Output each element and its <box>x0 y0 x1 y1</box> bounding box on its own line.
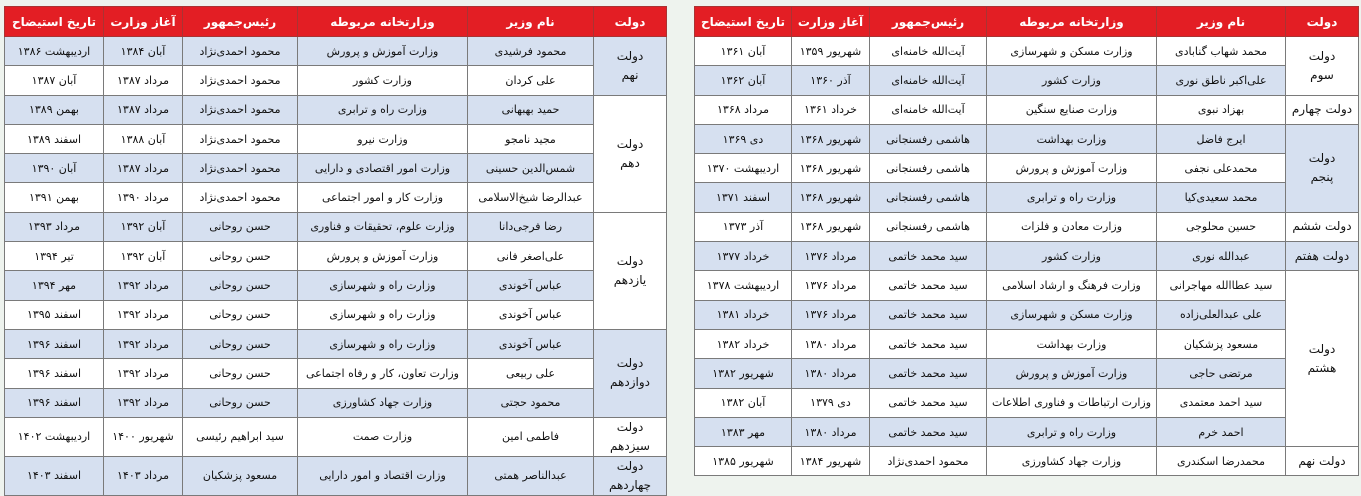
minister-name-cell: حسین محلوجی <box>1157 212 1286 241</box>
president-cell: هاشمی رفسنجانی <box>870 124 987 153</box>
ministry-cell: وزارت آموزش و پرورش <box>987 154 1157 183</box>
impeachment-date-cell: اسفند ۱۴۰۳ <box>5 456 104 495</box>
minister-name-cell: رضا فرجی‌دانا <box>468 212 594 241</box>
minister-name-cell: علی‌اکبر ناطق نوری <box>1157 66 1286 95</box>
start-date-cell: مرداد ۱۳۸۷ <box>104 95 183 124</box>
impeachment-date-cell: تیر ۱۳۹۴ <box>5 242 104 271</box>
minister-name-cell: ایرج فاضل <box>1157 124 1286 153</box>
impeachment-table-left <box>4 6 666 496</box>
impeachment-date-cell: آبان ۱۳۶۱ <box>695 37 792 66</box>
president-cell: محمود احمدی‌نژاد <box>183 95 298 124</box>
president-cell: حسن روحانی <box>183 300 298 329</box>
president-cell: سید محمد خاتمی <box>870 242 987 271</box>
minister-name-cell: عباس آخوندی <box>468 271 594 300</box>
ministry-cell: وزارت راه و ترابری <box>987 183 1157 212</box>
start-date-cell: مرداد ۱۳۹۲ <box>104 359 183 388</box>
president-cell: آیت‌الله خامنه‌ای <box>870 95 987 124</box>
impeachment-date-cell: مرداد ۱۳۹۳ <box>5 212 104 241</box>
ministry-cell: وزارت کشور <box>298 66 468 95</box>
president-cell: سید محمد خاتمی <box>870 271 987 300</box>
ministry-cell: وزارت تعاون، کار و رفاه اجتماعی <box>298 359 468 388</box>
table-row <box>5 300 667 329</box>
impeachment-date-cell: مهر ۱۳۸۳ <box>695 417 792 446</box>
start-date-cell: دی ۱۳۷۹ <box>792 388 870 417</box>
column-header: آغاز وزارت <box>104 7 183 37</box>
impeachment-table-right <box>694 6 1358 476</box>
president-cell: هاشمی رفسنجانی <box>870 183 987 212</box>
ministry-cell: وزارت فرهنگ و ارشاد اسلامی <box>987 271 1157 300</box>
table-row <box>695 447 1359 476</box>
column-header: آغاز وزارت <box>792 7 870 37</box>
president-cell: محمود احمدی‌نژاد <box>183 66 298 95</box>
impeachment-date-cell: بهمن ۱۳۹۱ <box>5 183 104 212</box>
minister-name-cell: محمد سعیدی‌کیا <box>1157 183 1286 212</box>
minister-name-cell: فاطمی امین <box>468 417 594 456</box>
table-row <box>695 124 1359 153</box>
president-cell: سید محمد خاتمی <box>870 417 987 446</box>
table-row <box>5 95 667 124</box>
impeachment-date-cell: اردیبهشت ۱۳۷۰ <box>695 154 792 183</box>
impeachment-date-cell: خرداد ۱۳۸۱ <box>695 300 792 329</box>
table-row <box>5 124 667 153</box>
minister-name-cell: علی‌اصغر فانی <box>468 242 594 271</box>
impeachment-date-cell: اردیبهشت ۱۳۸۶ <box>5 37 104 66</box>
minister-name-cell: سید احمد معتمدی <box>1157 388 1286 417</box>
minister-name-cell: شمس‌الدین حسینی <box>468 154 594 183</box>
government-cell <box>594 95 667 212</box>
impeachment-date-cell: خرداد ۱۳۷۷ <box>695 242 792 271</box>
president-cell: سید محمد خاتمی <box>870 359 987 388</box>
president-cell: حسن روحانی <box>183 329 298 358</box>
table-row <box>5 212 667 241</box>
government-cell <box>594 37 667 96</box>
president-cell: سید ابراهیم رئیسی <box>183 417 298 456</box>
start-date-cell: مرداد ۱۳۹۲ <box>104 388 183 417</box>
government-cell <box>1286 95 1359 124</box>
president-cell: مسعود پزشکیان <box>183 456 298 495</box>
impeachment-date-cell: اسفند ۱۳۹۶ <box>5 388 104 417</box>
minister-name-cell: عبدالله نوری <box>1157 242 1286 271</box>
impeachment-date-cell: مهر ۱۳۹۴ <box>5 271 104 300</box>
impeachment-date-cell: آذر ۱۳۷۳ <box>695 212 792 241</box>
table-row <box>695 300 1359 329</box>
start-date-cell: مرداد ۱۳۹۲ <box>104 300 183 329</box>
president-cell: محمود احمدی‌نژاد <box>870 447 987 476</box>
header-row <box>695 7 1359 37</box>
start-date-cell: مرداد ۱۳۹۲ <box>104 271 183 300</box>
impeachment-date-cell: مرداد ۱۳۶۸ <box>695 95 792 124</box>
government-cell <box>1286 212 1359 241</box>
minister-name-cell: بهزاد نبوی <box>1157 95 1286 124</box>
table-row <box>5 359 667 388</box>
government-label: دولت سیزدهم <box>610 419 650 453</box>
start-date-cell: آبان ۱۳۸۸ <box>104 124 183 153</box>
minister-name-cell: محمدعلی نجفی <box>1157 154 1286 183</box>
president-cell: آیت‌الله خامنه‌ای <box>870 66 987 95</box>
table-row <box>695 417 1359 446</box>
minister-name-cell: علی عبدالعلی‌زاده <box>1157 300 1286 329</box>
table-row <box>5 242 667 271</box>
minister-name-cell: حمید بهبهانی <box>468 95 594 124</box>
table-row <box>5 37 667 66</box>
column-header: تاریخ استیضاح <box>695 7 792 37</box>
government-cell <box>594 212 667 329</box>
government-cell <box>1286 447 1359 476</box>
start-date-cell: شهریور ۱۳۶۸ <box>792 183 870 212</box>
ministry-cell: وزارت راه و ترابری <box>987 417 1157 446</box>
start-date-cell: آبان ۱۳۹۲ <box>104 212 183 241</box>
start-date-cell: شهریور ۱۴۰۰ <box>104 417 183 456</box>
government-cell <box>1286 271 1359 447</box>
ministry-cell: وزارت اقتصاد و امور دارایی <box>298 456 468 495</box>
ministry-cell: وزارت علوم، تحقیقات و فناوری <box>298 212 468 241</box>
minister-name-cell: عباس آخوندی <box>468 300 594 329</box>
impeachment-date-cell: اسفند ۱۳۹۶ <box>5 359 104 388</box>
government-label: دولت دوازدهم <box>610 356 650 390</box>
ministry-cell: وزارت صمت <box>298 417 468 456</box>
ministry-cell: وزارت بهداشت <box>987 329 1157 358</box>
ministry-cell: وزارت کار و امور اجتماعی <box>298 183 468 212</box>
minister-name-cell: محمد شهاب گنابادی <box>1157 37 1286 66</box>
government-cell <box>594 329 667 417</box>
start-date-cell: آبان ۱۳۹۲ <box>104 242 183 271</box>
impeachment-date-cell: اردیبهشت ۱۳۷۸ <box>695 271 792 300</box>
start-date-cell: مرداد ۱۳۷۶ <box>792 300 870 329</box>
ministry-cell: وزارت نیرو <box>298 124 468 153</box>
ministers-table <box>4 6 667 496</box>
start-date-cell: مرداد ۱۳۹۰ <box>104 183 183 212</box>
table-row <box>5 417 667 456</box>
start-date-cell: مرداد ۱۳۸۰ <box>792 359 870 388</box>
column-header: دولت <box>594 7 667 37</box>
ministry-cell: وزارت آموزش و پرورش <box>987 359 1157 388</box>
table-row <box>695 329 1359 358</box>
ministry-cell: وزارت کشور <box>987 242 1157 271</box>
president-cell: هاشمی رفسنجانی <box>870 154 987 183</box>
table-row <box>695 271 1359 300</box>
impeachment-date-cell: آبان ۱۳۹۰ <box>5 154 104 183</box>
president-cell: حسن روحانی <box>183 359 298 388</box>
column-header: وزارتخانه مربوطه <box>987 7 1157 37</box>
column-header: رئیس‌جمهور <box>870 7 987 37</box>
table-row <box>5 388 667 417</box>
ministry-cell: وزارت امور اقتصادی و دارایی <box>298 154 468 183</box>
president-cell: سید محمد خاتمی <box>870 329 987 358</box>
column-header: تاریخ استیضاح <box>5 7 104 37</box>
president-cell: حسن روحانی <box>183 212 298 241</box>
start-date-cell: مرداد ۱۳۸۷ <box>104 154 183 183</box>
ministry-cell: وزارت مسکن و شهرسازی <box>987 37 1157 66</box>
impeachment-date-cell: شهریور ۱۳۸۵ <box>695 447 792 476</box>
impeachment-date-cell: خرداد ۱۳۸۲ <box>695 329 792 358</box>
column-header: وزارتخانه مربوطه <box>298 7 468 37</box>
ministry-cell: وزارت راه و ترابری <box>298 95 468 124</box>
table-row <box>695 183 1359 212</box>
start-date-cell: مرداد ۱۳۷۶ <box>792 271 870 300</box>
government-label: دولت چهاردهم <box>608 458 652 492</box>
government-label: دولت پنجم <box>1308 151 1336 185</box>
column-header: نام وزیر <box>468 7 594 37</box>
minister-name-cell: عبدالرضا شیخ‌الاسلامی <box>468 183 594 212</box>
minister-name-cell: مجید نامجو <box>468 124 594 153</box>
column-header: دولت <box>1286 7 1359 37</box>
minister-name-cell: محمود فرشیدی <box>468 37 594 66</box>
column-header: نام وزیر <box>1157 7 1286 37</box>
start-date-cell: شهریور ۱۳۶۸ <box>792 124 870 153</box>
president-cell: محمود احمدی‌نژاد <box>183 183 298 212</box>
ministry-cell: وزارت کشور <box>987 66 1157 95</box>
minister-name-cell: محمدرضا اسکندری <box>1157 447 1286 476</box>
government-cell <box>1286 37 1359 96</box>
table-row <box>5 271 667 300</box>
minister-name-cell: احمد خرم <box>1157 417 1286 446</box>
ministry-cell: وزارت جهاد کشاورزی <box>987 447 1157 476</box>
table-row <box>5 456 667 495</box>
government-label: دولت یازدهم <box>613 253 647 287</box>
table-row <box>5 66 667 95</box>
start-date-cell: شهریور ۱۳۸۴ <box>792 447 870 476</box>
government-label: دولت ششم <box>1292 219 1352 234</box>
government-label: دولت هشتم <box>1307 341 1337 375</box>
minister-name-cell: محمود حجتی <box>468 388 594 417</box>
start-date-cell: شهریور ۱۳۶۸ <box>792 212 870 241</box>
ministry-cell: وزارت صنایع سنگین <box>987 95 1157 124</box>
start-date-cell: آذر ۱۳۶۰ <box>792 66 870 95</box>
president-cell: محمود احمدی‌نژاد <box>183 154 298 183</box>
ministry-cell: وزارت راه و شهرسازی <box>298 329 468 358</box>
government-cell <box>1286 242 1359 271</box>
impeachment-date-cell: شهریور ۱۳۸۲ <box>695 359 792 388</box>
table-row <box>695 359 1359 388</box>
table-row <box>695 95 1359 124</box>
table-row <box>695 212 1359 241</box>
start-date-cell: مرداد ۱۳۷۶ <box>792 242 870 271</box>
start-date-cell: شهریور ۱۳۵۹ <box>792 37 870 66</box>
president-cell: سید محمد خاتمی <box>870 388 987 417</box>
president-cell: سید محمد خاتمی <box>870 300 987 329</box>
government-cell <box>594 456 667 495</box>
government-label: دولت هفتم <box>1294 248 1350 263</box>
table-row <box>695 242 1359 271</box>
ministers-table <box>694 6 1359 476</box>
table-row <box>5 183 667 212</box>
impeachment-date-cell: اسفند ۱۳۹۵ <box>5 300 104 329</box>
table-row <box>695 388 1359 417</box>
government-cell <box>1286 124 1359 212</box>
start-date-cell: آبان ۱۳۸۴ <box>104 37 183 66</box>
impeachment-date-cell: دی ۱۳۶۹ <box>695 124 792 153</box>
ministry-cell: وزارت ارتباطات و فناوری اطلاعات <box>987 388 1157 417</box>
impeachment-date-cell: بهمن ۱۳۸۹ <box>5 95 104 124</box>
government-label: دولت چهارم <box>1291 102 1353 117</box>
impeachment-date-cell: آبان ۱۳۸۷ <box>5 66 104 95</box>
start-date-cell: مرداد ۱۳۸۷ <box>104 66 183 95</box>
government-cell <box>594 417 667 456</box>
ministry-cell: وزارت معادن و فلزات <box>987 212 1157 241</box>
minister-name-cell: علی ربیعی <box>468 359 594 388</box>
table-row <box>695 66 1359 95</box>
table-row <box>695 154 1359 183</box>
impeachment-date-cell: آبان ۱۳۶۲ <box>695 66 792 95</box>
start-date-cell: شهریور ۱۳۶۸ <box>792 154 870 183</box>
president-cell: حسن روحانی <box>183 388 298 417</box>
president-cell: آیت‌الله خامنه‌ای <box>870 37 987 66</box>
president-cell: حسن روحانی <box>183 271 298 300</box>
table-row <box>5 329 667 358</box>
minister-name-cell: عبدالناصر همتی <box>468 456 594 495</box>
ministry-cell: وزارت بهداشت <box>987 124 1157 153</box>
header-row <box>5 7 667 37</box>
impeachment-date-cell: اسفند ۱۳۹۶ <box>5 329 104 358</box>
ministry-cell: وزارت مسکن و شهرسازی <box>987 300 1157 329</box>
minister-name-cell: سید عطاالله مهاجرانی <box>1157 271 1286 300</box>
impeachment-date-cell: آبان ۱۳۸۲ <box>695 388 792 417</box>
start-date-cell: خرداد ۱۳۶۱ <box>792 95 870 124</box>
government-label: دولت نهم <box>1298 453 1346 468</box>
start-date-cell: مرداد ۱۳۸۰ <box>792 329 870 358</box>
impeachment-date-cell: اسفند ۱۳۷۱ <box>695 183 792 212</box>
president-cell: حسن روحانی <box>183 242 298 271</box>
ministry-cell: وزارت جهاد کشاورزی <box>298 388 468 417</box>
table-row <box>695 37 1359 66</box>
minister-name-cell: عباس آخوندی <box>468 329 594 358</box>
column-header: رئیس‌جمهور <box>183 7 298 37</box>
start-date-cell: مرداد ۱۳۹۲ <box>104 329 183 358</box>
president-cell: هاشمی رفسنجانی <box>870 212 987 241</box>
president-cell: محمود احمدی‌نژاد <box>183 124 298 153</box>
impeachment-date-cell: اردیبهشت ۱۴۰۲ <box>5 417 104 456</box>
president-cell: محمود احمدی‌نژاد <box>183 37 298 66</box>
start-date-cell: مرداد ۱۴۰۳ <box>104 456 183 495</box>
ministry-cell: وزارت آموزش و پرورش <box>298 242 468 271</box>
table-row <box>5 154 667 183</box>
minister-name-cell: مرتضی حاجی <box>1157 359 1286 388</box>
minister-name-cell: علی کردان <box>468 66 594 95</box>
ministry-cell: وزارت آموزش و پرورش <box>298 37 468 66</box>
government-label: دولت دهم <box>616 136 644 170</box>
ministry-cell: وزارت راه و شهرسازی <box>298 300 468 329</box>
impeachment-date-cell: اسفند ۱۳۸۹ <box>5 124 104 153</box>
government-label: دولت نهم <box>616 48 644 82</box>
start-date-cell: مرداد ۱۳۸۰ <box>792 417 870 446</box>
ministry-cell: وزارت راه و شهرسازی <box>298 271 468 300</box>
minister-name-cell: مسعود پزشکیان <box>1157 329 1286 358</box>
government-label: دولت سوم <box>1308 48 1336 82</box>
